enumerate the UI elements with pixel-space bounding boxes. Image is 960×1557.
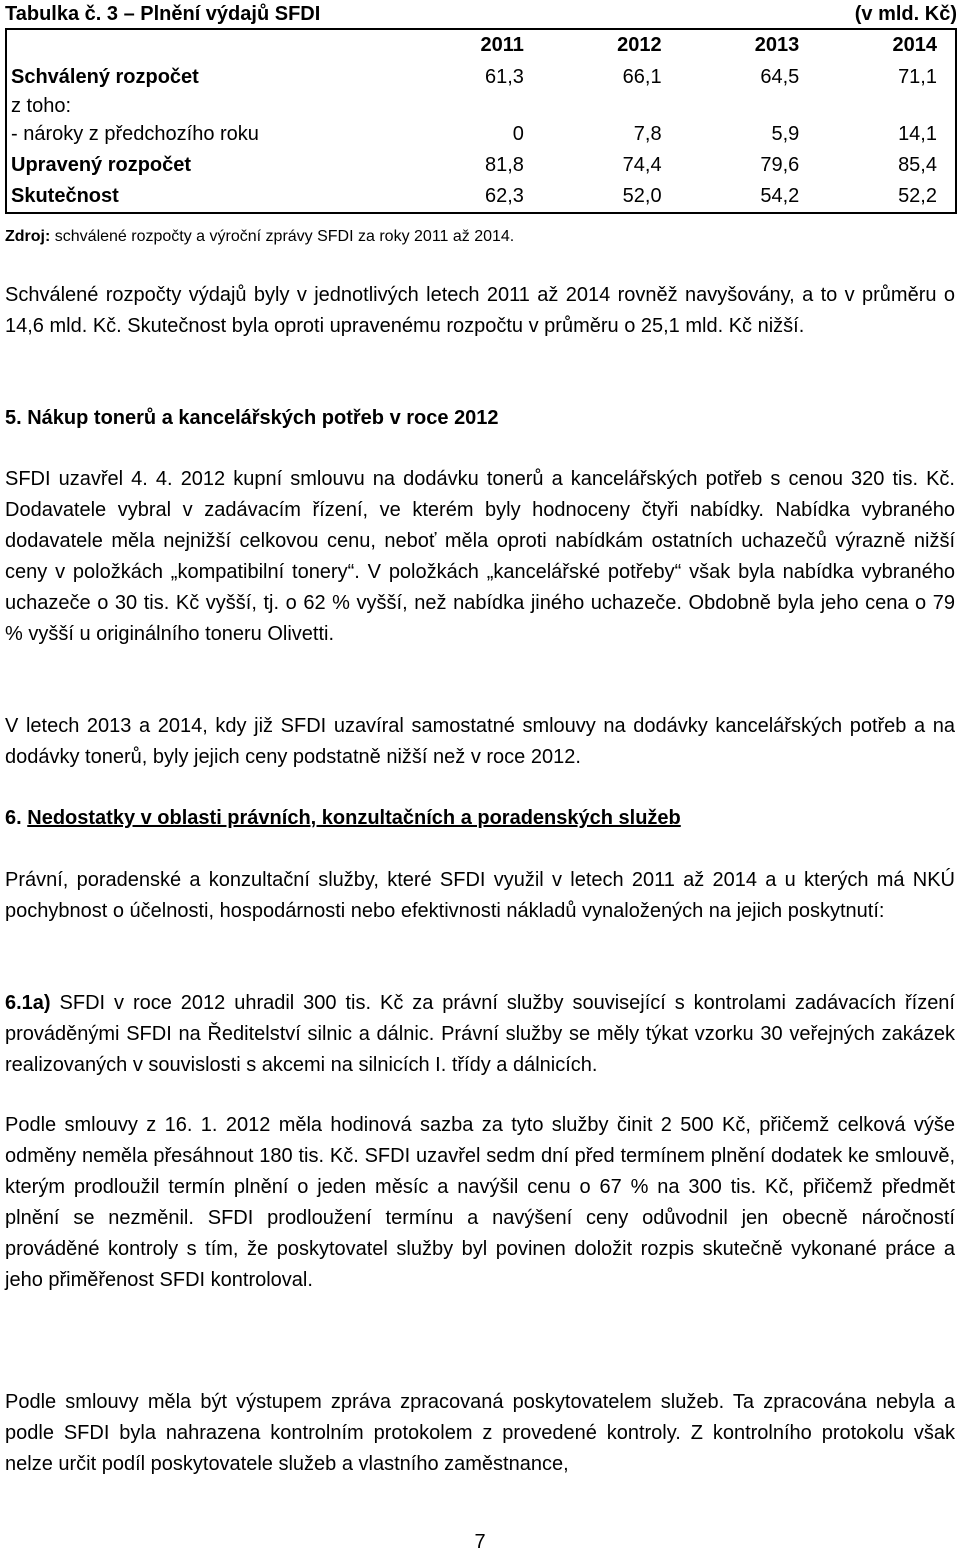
table-row xyxy=(6,181,956,213)
table-cell xyxy=(404,93,542,119)
item-text: SFDI v roce 2012 uhradil 300 tis. Kč za právní služby související s kontrolami zadávacích řízení prováděnými SFDI na Ředitelství silnic a dálnic. Právní služby se měly týkat vzorku 30 veřejných zakázek realizovaných v souvislosti s akcemi na silnicích I. třídy a dálnicích. xyxy=(5,992,955,1076)
year-header: 2012 xyxy=(617,34,662,56)
table-source-note xyxy=(5,226,514,248)
table-cell: 71,1 xyxy=(898,65,937,88)
table-cell: 52,2 xyxy=(898,185,937,207)
year-header: 2011 xyxy=(480,34,524,56)
heading-text: Nedostatky v oblasti právních, konzultačních a poradenských služeb xyxy=(27,807,681,829)
row-label: - nároky z předchozího roku xyxy=(11,123,259,145)
paragraph: Schválené rozpočty výdajů byly v jednotlivých letech 2011 až 2014 rovněž navyšovány, a to v průměru o 14,6 mld. Kč. Skutečnost byla oproti upravenému rozpočtu v průměru o 25,1 mld. Kč nižší. xyxy=(5,284,955,337)
table-unit: (v mld. Kč) xyxy=(854,3,957,25)
item-label: 6.1a) xyxy=(5,992,51,1014)
table-row xyxy=(6,61,956,93)
section-heading xyxy=(5,803,681,834)
table-cell: 61,3 xyxy=(484,65,524,88)
table-cell: 14,1 xyxy=(898,123,937,145)
source-text: schválené rozpočty a výroční zprávy SFDI za roky 2011 až 2014. xyxy=(50,228,515,245)
table-cell: 74,4 xyxy=(622,154,662,176)
paragraph xyxy=(5,988,955,1081)
row-label: Skutečnost xyxy=(11,185,119,207)
paragraph: SFDI uzavřel 4. 4. 2012 kupní smlouvu na dodávku tonerů a kancelářských potřeb s cenou 320 tis. Kč. Dodavatele vybral v zadávacím řízení, ve kterém byly hodnoceny čtyři nabídky. Nabídka vybraného dodavatele měla nejnižší celkovou cenu, neboť měla oproti nabídkám ostatních uchazečů výrazně nižší ceny v položkách „kompatibilní tonery“. V položkách „kancelářské potřeby“ však byla nabídka vybraného uchazeče o 30 tis. Kč vyšší, tj. o 62 % vyšší, než nabídka jiného uchazeče. Obdobně byla jeho cena o 79 % vyšší u originálního toneru Olivetti. xyxy=(5,468,955,645)
year-header: 2014 xyxy=(892,34,937,56)
section-heading: 5. Nákup tonerů a kancelářských potřeb v roce 2012 xyxy=(5,407,499,429)
table-cell: 0 xyxy=(512,123,524,145)
table-cell: 52,0 xyxy=(622,185,662,207)
table-caption: Tabulka č. 3 – Plnění výdajů SFDI xyxy=(5,3,321,25)
row-label: Schválený rozpočet xyxy=(11,65,199,88)
table-cell: 7,8 xyxy=(633,123,662,145)
table-caption-row xyxy=(5,0,957,28)
year-header: 2013 xyxy=(754,34,800,56)
table-cell: 85,4 xyxy=(898,154,937,176)
source-label: Zdroj: xyxy=(5,228,51,245)
row-label: z toho: xyxy=(11,95,72,117)
table-cell: 81,8 xyxy=(484,154,524,176)
table-row xyxy=(6,150,956,181)
table-cell: 54,2 xyxy=(760,185,800,207)
table-cell: 64,5 xyxy=(760,65,800,88)
table-header-row xyxy=(6,29,956,61)
table-row xyxy=(6,119,956,150)
table-cell xyxy=(680,93,818,119)
page-number: 7 xyxy=(474,1531,486,1553)
budget-table xyxy=(5,28,957,214)
row-label: Upravený rozpočet xyxy=(11,154,192,176)
table-cell: 66,1 xyxy=(622,65,662,88)
table-cell: 79,6 xyxy=(760,154,800,176)
paragraph: Podle smlouvy z 16. 1. 2012 měla hodinová sazba za tyto služby činit 2 500 Kč, přičemž celková výše odměny neměla přesáhnout 180 tis. Kč. SFDI uzavřel sedm dní před termínem plnění dodatek ke smlouvě, kterým prodloužil termín plnění o jeden měsíc a navýšil cenu o 67 % na 300 tis. Kč, přičemž předmět plnění se nezměnil. SFDI prodloužení termínu a navýšení ceny odůvodnil jen obecně náročností prováděné kontroly s tím, že poskytovatel služby byl povinen doložit rozpis skutečně vykonané práce a jeho přiměřenost SFDI kontroloval. xyxy=(5,1114,955,1291)
table-row xyxy=(6,93,956,119)
table-cell: 5,9 xyxy=(771,123,800,145)
table-header-empty xyxy=(6,29,404,61)
table-cell xyxy=(542,93,680,119)
paragraph: V letech 2013 a 2014, kdy již SFDI uzavíral samostatné smlouvy na dodávky kancelářských potřeb a na dodávky tonerů, byly jejich ceny podstatně nižší než v roce 2012. xyxy=(5,715,955,768)
paragraph: Podle smlouvy měla být výstupem zpráva zpracovaná poskytovatelem služeb. Ta zpracována nebyla a podle SFDI byla nahrazena kontrolním protokolem z provedené kontroly. Z kontrolního protokolu však nelze určit podíl poskytovatele služeb a vlastního zaměstnance, xyxy=(5,1391,955,1475)
paragraph: Právní, poradenské a konzultační služby, které SFDI využil v letech 2011 až 2014 a u kterých má NKÚ pochybnost o účelnosti, hospodárnosti nebo efektivnosti nákladů vynaložených na jejich poskytnutí: xyxy=(5,869,955,922)
heading-number: 6. xyxy=(5,807,28,829)
table-cell: 62,3 xyxy=(484,185,524,207)
table-cell xyxy=(817,93,956,119)
